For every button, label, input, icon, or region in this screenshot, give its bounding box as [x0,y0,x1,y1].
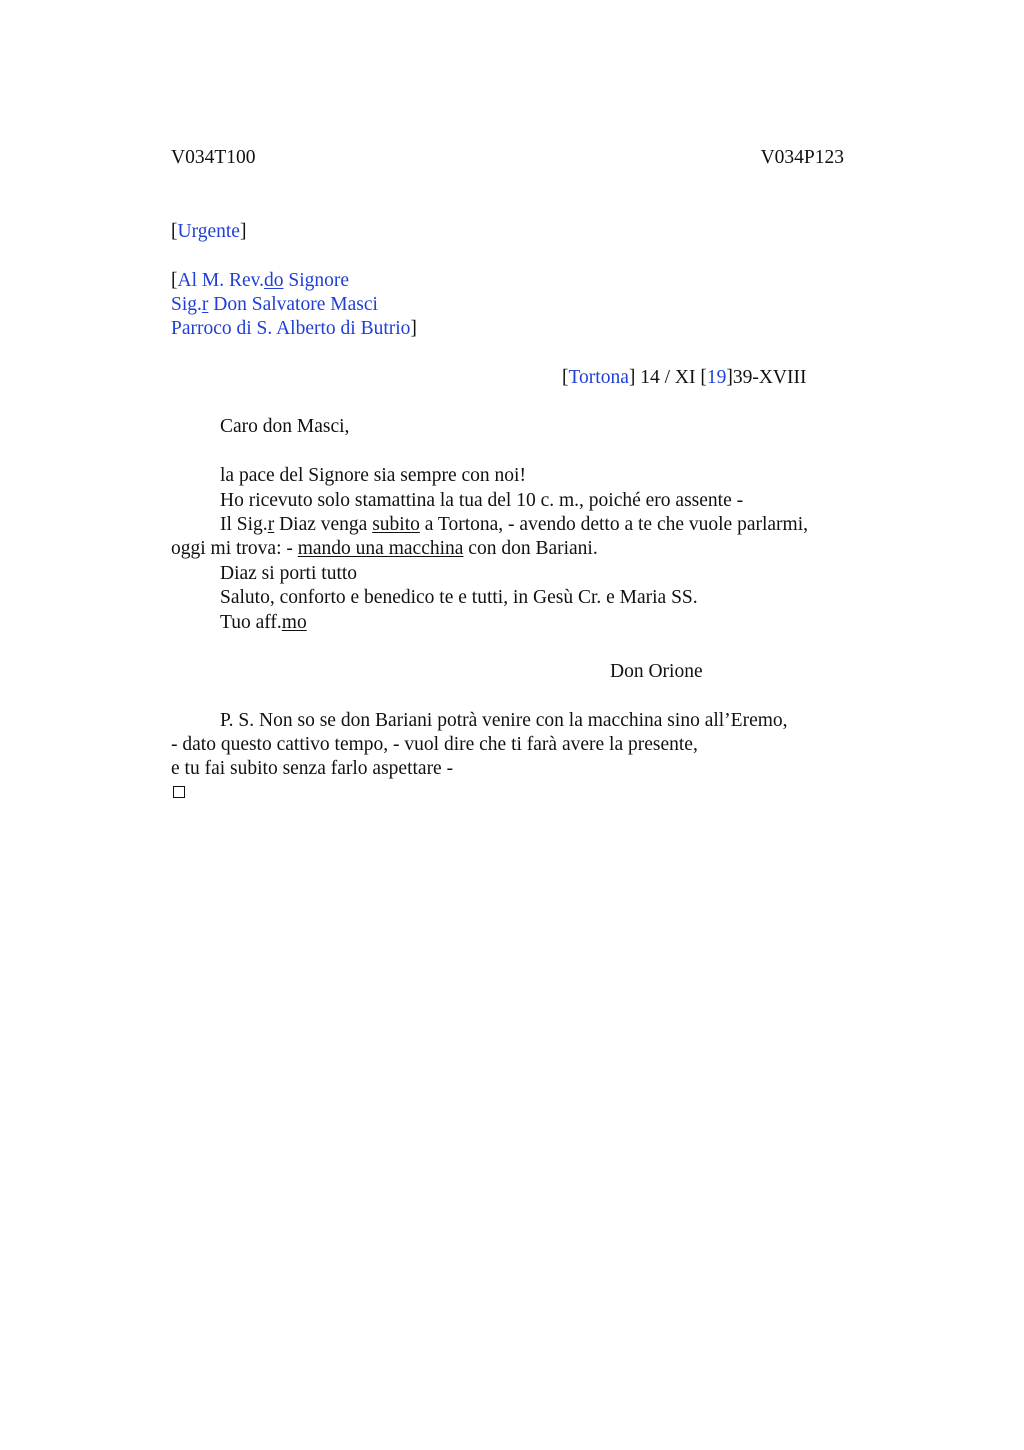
address-text: Don Salvatore Masci [208,294,378,315]
body-abbrev: mo [281,612,307,633]
urgent-note [171,220,246,244]
postscript-line: e tu fai subito senza farlo aspettare - [171,758,454,779]
address-line-2 [171,293,378,317]
address-text: Sig. [171,294,202,315]
document-code-left: V034T100 [171,147,256,168]
date-line [562,366,807,390]
bracket: ] [239,221,247,242]
bracket: ] [410,318,417,339]
bracket: [ [171,270,178,291]
body-text: Il Sig. [220,514,268,535]
body-text: oggi mi trova: - [171,538,298,559]
postscript-line: P. S. Non so se don Bariani potrà venire con la macchina sino all’Eremo, [220,710,788,731]
body-text: con don Bariani. [463,538,598,559]
body-line [220,513,808,537]
date-century: 19 [706,367,727,388]
address-abbrev: r [201,294,209,315]
address-abbrev: do [263,270,284,291]
bracket: [ [171,221,178,242]
body-abbrev: r [267,514,275,535]
body-emphasis: mando una macchina [297,538,464,559]
body-text: Diaz venga [274,514,373,535]
body-line: Saluto, conforto e benedico te e tutti, in Gesù Cr. e Maria SS. [220,587,698,608]
address-text: Parroco di S. Alberto di Butrio [171,318,411,339]
body-line: Ho ricevuto solo stamattina la tua del 10 c. m., poiché ero assente - [220,490,744,511]
address-line-3 [171,317,417,341]
end-marker-box [173,786,185,798]
document-code-right: V034P123 [760,147,844,168]
body-line: Diaz si porti tutto [220,563,358,584]
body-line: la pace del Signore sia sempre con noi! [220,465,526,486]
body-text: Tuo aff. [220,612,282,633]
body-line [171,537,598,561]
body-text: a Tortona, - avendo detto a te che vuole parlarmi, [419,514,808,535]
salutation: Caro don Masci, [220,416,350,437]
signature: Don Orione [610,661,703,682]
date-text: ] 14 / XI [ [628,367,707,388]
bracket: [ [562,367,569,388]
address-text: Al M. Rev. [177,270,264,291]
address-text: Signore [283,270,350,291]
date-text: ]39-XVIII [726,367,807,388]
body-emphasis: subito [372,514,420,535]
urgent-label: Urgente [177,221,240,242]
postscript-line: - dato questo cattivo tempo, - vuol dire che ti farà avere la presente, [171,734,698,755]
date-place: Tortona [568,367,629,388]
closing-line [220,611,307,635]
address-line-1 [171,269,349,293]
